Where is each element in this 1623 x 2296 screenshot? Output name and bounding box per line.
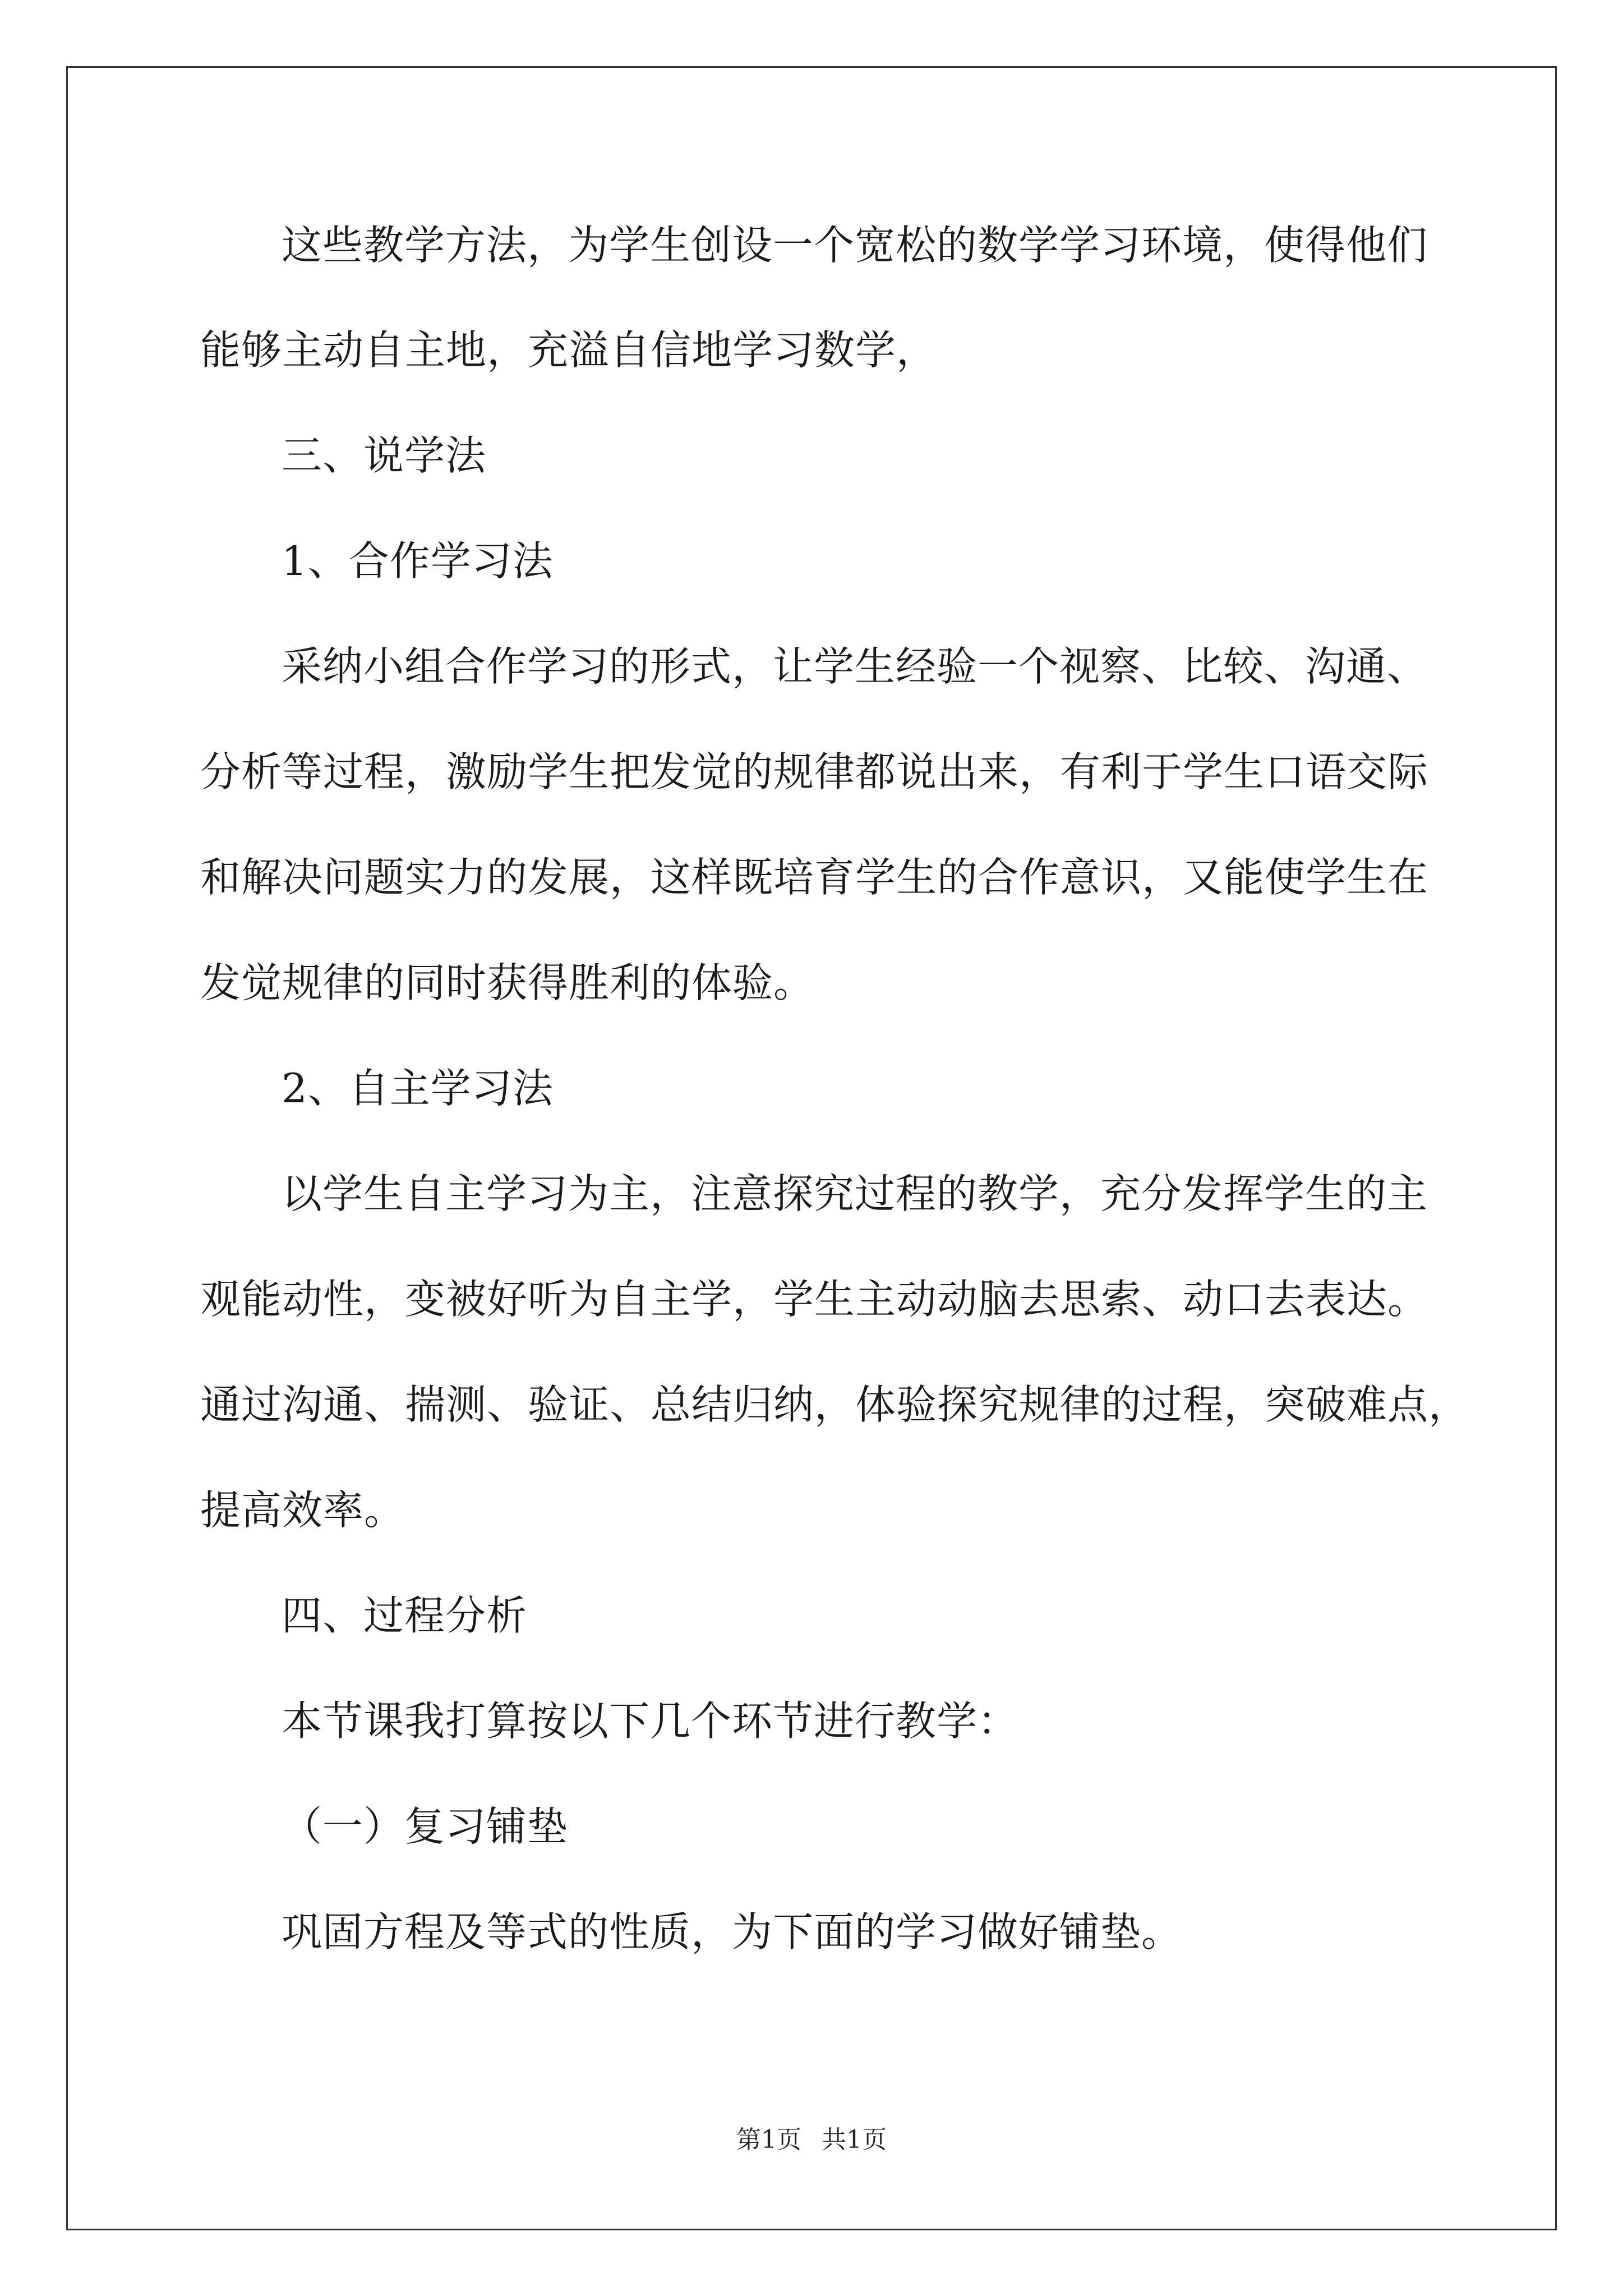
paragraph-line: 巩固方程及等式的性质，为下面的学习做好铺垫。 bbox=[282, 1908, 1183, 1955]
paragraph-line: 能够主动自主地，充溢自信地学习数学， bbox=[200, 326, 938, 374]
paragraph-line: 发觉规律的同时获得胜利的体验。 bbox=[200, 959, 815, 1006]
paragraph-line: 本节课我打算按以下几个环节进行教学： bbox=[282, 1697, 1019, 1745]
page-footer bbox=[0, 2124, 1623, 2156]
paragraph-line: 这些教学方法，为学生创设一个宽松的数学学习环境，使得他们 bbox=[282, 222, 1428, 269]
paragraph-line: 以学生自主学习为主，注意探究过程的教学，充分发挥学生的主 bbox=[282, 1170, 1428, 1217]
page-border bbox=[66, 66, 1557, 2230]
page-number-current: 第1页 bbox=[736, 2125, 801, 2154]
section-heading: 三、说学法 bbox=[282, 432, 487, 479]
paragraph-line: 采纳小组合作学习的形式，让学生经验一个视察、比较、沟通、 bbox=[282, 643, 1428, 690]
page-number-total: 共1页 bbox=[822, 2125, 887, 2154]
subsection-heading: 1、合作学习法 bbox=[282, 537, 554, 585]
section-heading: 四、过程分析 bbox=[282, 1592, 528, 1639]
paragraph-line: 和解决问题实力的发展，这样既培育学生的合作意识，又能使学生在 bbox=[200, 854, 1429, 901]
paragraph-line: 观能动性，变被好听为自主学，学生主动动脑去思索、动口去表达。 bbox=[200, 1276, 1429, 1323]
paragraph-line: 提高效率。 bbox=[200, 1487, 405, 1534]
paragraph-line: 分析等过程，激励学生把发觉的规律都说出来，有利于学生口语交际 bbox=[200, 748, 1429, 795]
paragraph-line: 通过沟通、揣测、验证、总结归纳，体验探究规律的过程，突破难点， bbox=[200, 1381, 1470, 1428]
subsection-heading: （一）复习铺垫 bbox=[282, 1803, 569, 1850]
subsection-heading: 2、自主学习法 bbox=[282, 1065, 554, 1112]
